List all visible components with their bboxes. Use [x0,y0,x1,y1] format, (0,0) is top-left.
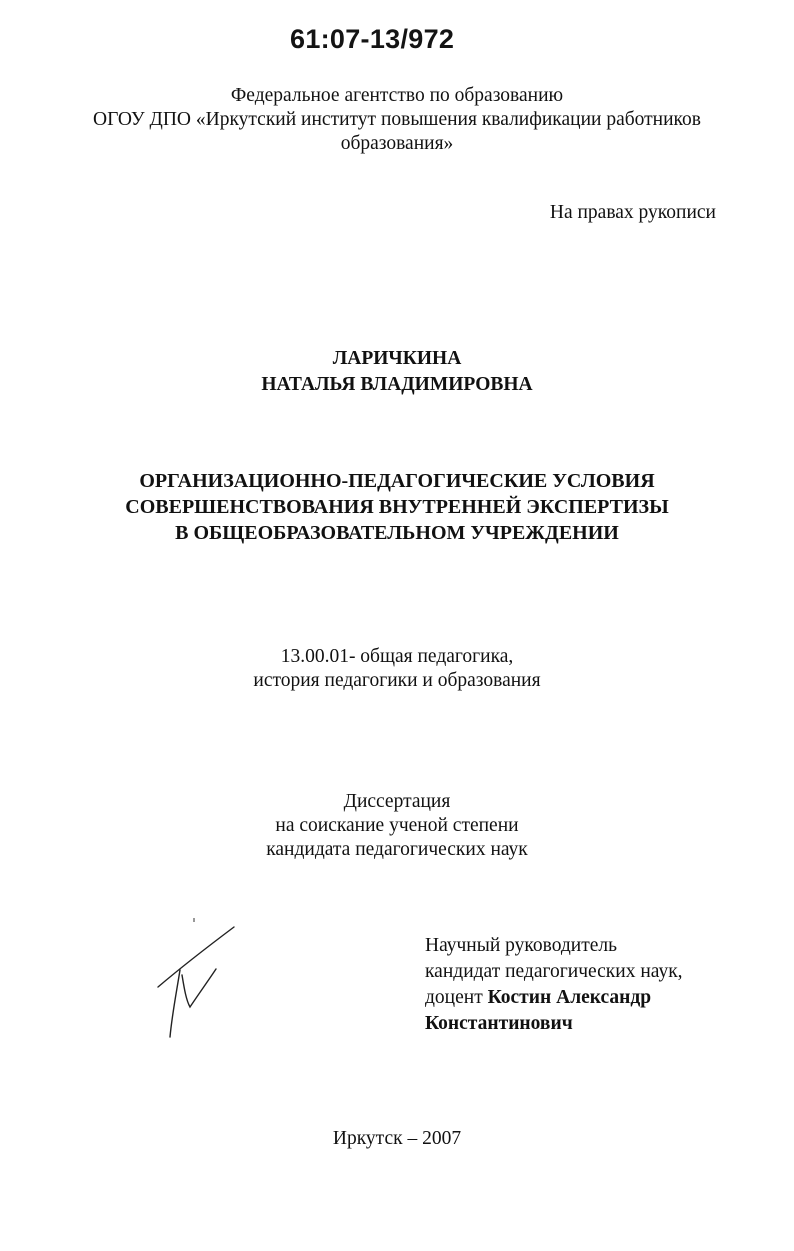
degree-line-3: кандидата педагогических наук [266,839,528,860]
title-line-1: ОРГАНИЗАЦИОННО-ПЕДАГОГИЧЕСКИЕ УСЛОВИЯ [139,470,655,492]
degree-line-1: Диссертация [343,791,451,812]
title-line-2: СОВЕРШЕНСТВОВАНИЯ ВНУТРЕННЕЙ ЭКСПЕРТИЗЫ [125,496,669,518]
city-year: Иркутск – 2007 [332,1128,462,1149]
supervisor-block [425,933,683,1037]
title-line-3: В ОБЩЕОБРАЗОВАТЕЛЬНОМ УЧРЕЖДЕНИИ [175,522,619,544]
specialty-line-1: 13.00.01- общая педагогика, [280,646,514,667]
agency-line-1: Федеральное агентство по образованию [230,85,564,106]
author-given-names: НАТАЛЬЯ ВЛАДИМИРОВНА [261,374,533,395]
author-surname: ЛАРИЧКИНА [332,348,462,369]
supervisor-name: Костин Александр [487,987,652,1008]
author-signature [150,915,250,1045]
supervisor-title-and-name [425,985,683,1011]
supervisor-title: доцент [425,987,483,1008]
supervisor-role: Научный руководитель [425,935,618,956]
agency-header [0,84,794,156]
agency-line-2: ОГОУ ДПО «Иркутский институт повышения квалификации работников [93,109,701,130]
archive-stamp-number: 61:07-13/972 [290,24,455,54]
manuscript-rights-note: На правах рукописи [549,202,716,223]
specialty-line-2: история педагогики и образования [253,670,541,691]
degree-block [0,790,794,862]
author-block [0,346,794,398]
degree-line-2: на соискание ученой степени [275,815,519,836]
agency-line-3: образования» [340,133,454,154]
supervisor-patronymic: Константинович [425,1013,573,1034]
supervisor-degree: кандидат педагогических наук, [425,961,683,982]
specialty-block [0,645,794,693]
dissertation-title [0,468,794,546]
